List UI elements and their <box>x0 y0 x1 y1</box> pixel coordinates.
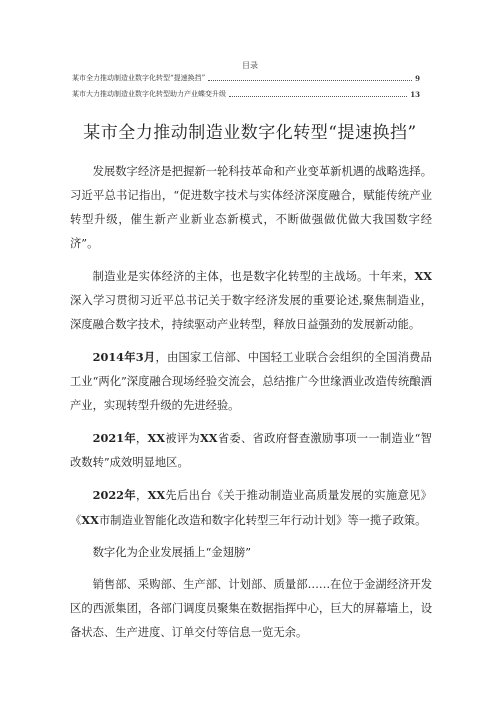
text-run: ， <box>135 432 148 445</box>
text-run: 省委、省政府督查激励事项一一制造业“智改数转”成效明显地区。 <box>70 432 432 469</box>
paragraph: 销售部、采购部、生产部、计划部、质量部……在位于金湖经济开发区的西派集团，各部门调度员聚集在数据指挥中心，巨大的屏幕墙上，设备状态、生产进度、订单交付等信息一览无余。 <box>70 578 432 639</box>
text-run: 2021年 <box>92 431 136 445</box>
section-subheading: 数字化为企业发展插上“金翅膀” <box>92 546 252 559</box>
toc-entry-text: 某市大力推动制造业数字化转型助力产业蝶变升级 <box>72 90 226 98</box>
text-run: XX <box>200 431 218 445</box>
text-run: 先后出台《关于推动制造业高质量发展的实施意见》《 <box>70 489 432 527</box>
text-run: XX <box>147 431 165 445</box>
text-run: 市制造业智能化改造和数字化转型三年行动计划》等一揽子政策。 <box>98 514 427 527</box>
toc-entry-page: 9 <box>415 74 420 83</box>
text-run: ， <box>135 489 148 502</box>
text-run: 2014年3月 <box>92 350 156 364</box>
text-run: 深入学习贯彻习近平总书记关于数字经济发展的重要论述,聚焦制造业，深度融合数字技术，持续驱动产业转型，释放日益强劲的发展新动能。 <box>70 294 432 331</box>
article-body <box>70 160 432 645</box>
text-run: ，由国家工信部、中国轻工业联合会组织的全国消费品工业“两化”深度融合现场经验交流会，总结推广今世缘酒业改造传统酿酒产业，实现转型升级的先进经验。 <box>70 351 432 412</box>
text-run: XX <box>147 488 166 502</box>
paragraph <box>70 345 432 418</box>
article-title: 某市全力推动制造业数字化转型“提速换挡” <box>83 123 417 143</box>
paragraph <box>70 264 432 337</box>
paragraph: 发展数字经济是把握新一轮科技革命和产业变革新机遇的战略选择。习近平总书记指出，“促进数字技术与实体经济深度融合，赋能传统产业转型升级，催生新产业新业态新模式，不断做强做优做大我国数字经济”。 <box>70 165 432 250</box>
text-run: XX <box>414 269 432 283</box>
toc-entry-page: 13 <box>410 90 420 99</box>
text-run: XX <box>81 513 99 527</box>
text-run: 制造业是实体经济的主体，也是数字化转型的主战场。十年来， <box>92 270 415 283</box>
text-run: 被评为 <box>165 432 201 445</box>
toc-leader-dots <box>229 96 407 97</box>
paragraph <box>70 426 432 475</box>
toc-leader-dots <box>208 80 412 81</box>
toc-title: 目录 <box>242 61 258 70</box>
paragraph <box>70 483 432 533</box>
text-run: 2022年 <box>92 488 136 502</box>
toc-entry[interactable] <box>72 89 420 99</box>
toc-entry[interactable] <box>72 73 420 83</box>
toc-entry-text: 某市全力推动制造业数字化转型“提速换挡” <box>72 74 206 82</box>
